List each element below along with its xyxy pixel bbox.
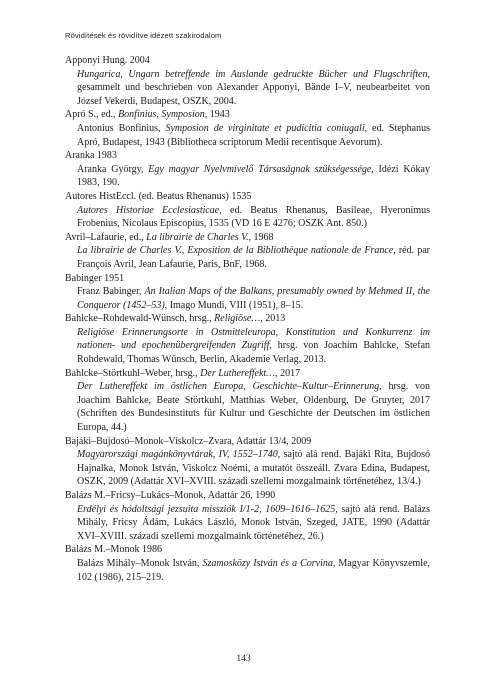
reference-text: Autores HistEccl. (ed. Beatus Rhenanus) 1535	[65, 190, 252, 202]
entry-reference	[65, 380, 430, 434]
bibliography-entry	[65, 543, 430, 584]
italic-title-text: Symposion de virginitate et pudicitia coniugali,	[165, 122, 368, 134]
italic-title-text: Erdélyi és hódoltsági jezsuita missziók I/1-2, 1609–1616–1625,	[77, 503, 338, 515]
entry-heading	[65, 367, 430, 381]
italic-title-text: Der Luthereffekt…,	[200, 367, 278, 379]
bibliography-entry	[65, 108, 430, 149]
bibliography-entry	[65, 435, 430, 489]
entry-heading	[65, 312, 430, 326]
page-number: 143	[236, 654, 251, 664]
italic-title-text: Bonfinius, Symposion,	[118, 109, 208, 121]
reference-text: 2013	[262, 313, 286, 325]
entry-reference	[65, 163, 430, 190]
entry-reference	[65, 448, 430, 489]
reference-text: sajtó alá rend. Balázs Mihály, Fricsy Ádám, Lukács László, Monok István, Szeged, JATE, 1990 (Adattár XVI–XVIII. századi szellemi mozgalmaink történetéhez, 26.)	[77, 503, 430, 542]
reference-text: Aranka György,	[77, 163, 149, 175]
entry-reference	[65, 326, 430, 367]
reference-text: hrsg. von Joachim Bahlcke, Stefan Rohdewald, Thomas Wünsch, Berlin, Akademie Verlag, 2013.	[77, 340, 431, 366]
entry-heading	[65, 272, 430, 286]
entry-heading	[65, 435, 430, 449]
reference-text: réd. par François Avril, Jean Lafaurie, Paris, BnF, 1968.	[77, 245, 430, 270]
italic-title-text: Autores Historiae Ecclesiasticae,	[77, 204, 222, 216]
reference-text: Bahlcke–Rohdewald-Wünsch, hrsg.,	[65, 313, 215, 325]
italic-title-text: Szamosközy István és a Corvina,	[202, 557, 336, 569]
italic-title-text: Egy magyar Nyelvmívelő Társaságnak szükségessége,	[148, 163, 374, 175]
entry-heading	[65, 543, 430, 557]
bibliography-entry	[65, 231, 430, 272]
reference-text: 2017	[277, 367, 301, 379]
entry-heading	[65, 149, 430, 163]
reference-text: Antonius Bonfinius,	[77, 122, 166, 134]
italic-title-text: An Italian Maps of the Balkans, presumably owned by Mehmed II, the Conqueror (1452–53),	[77, 286, 430, 311]
reference-text: ed. Stephanus Apró, Budapest, 1943 (Bibliotheca scriptorum Medii recentisque Aevorum).	[77, 122, 430, 148]
entry-heading	[65, 108, 430, 122]
italic-title-text: La librairie de Charles V.,	[146, 231, 251, 243]
reference-text: Aranka 1983	[65, 150, 117, 162]
italic-title-text: Magyarországi magánkönyvtárak, IV, 1552–1740,	[77, 449, 281, 461]
bibliography-entry	[65, 489, 430, 543]
reference-text: Babinger 1951	[65, 272, 125, 284]
entry-reference	[65, 503, 430, 544]
reference-text: hrsg. von Joachim Bahlcke, Beate Störtkuhl, Matthias Weber, Oldenburg, De Gruyter, 2017 (Schriften des Bundesinstituts für Kultur und Geschichte der Deutschen im östlichen Europa, 44.)	[77, 381, 430, 434]
bibliography-entry	[65, 312, 430, 366]
entry-heading	[65, 231, 430, 245]
bibliography-entry	[65, 272, 430, 313]
bibliography-entry	[65, 54, 430, 108]
running-header: Rövidítések és rövidítve idézett szakirodalom	[65, 31, 222, 40]
reference-text: Magyar Könyvszemle, 102 (1986), 215–219.	[77, 557, 431, 583]
reference-text: Apponyi Hung. 2004	[65, 55, 150, 66]
reference-text: Idézi Kókay 1983, 190.	[77, 163, 430, 189]
reference-text: Apró S., ed.,	[65, 109, 119, 121]
reference-text: gesammelt und beschrieben von Alexander Apponyi, Bände I–V, neubearbeitet von József Vekerdi, Budapest, OSZK, 2004.	[77, 82, 430, 107]
reference-text: Franz Babinger,	[77, 286, 145, 298]
bibliography-entry	[65, 149, 430, 190]
reference-text: sajtó alá rend. Bajáki Rita, Bujdosó Hajnalka, Monok István, Viskolcz Noémi, a mutatót összeáll. Zvara Edina, Budapest, OSZK, 2009 (Adattár XVI–XVIII. századi szellemi mozgalmaink történetéhez, 13/4.)	[77, 449, 430, 488]
reference-text: Balázs M.–Monok 1986	[65, 544, 162, 556]
reference-text: Bahlcke–Störtkuhl–Weber, hrsg.,	[65, 367, 201, 379]
reference-text: Avril–Lafaurie, ed.,	[65, 231, 147, 243]
italic-title-text: Der Luthereffekt im östlichen Europa, Geschichte–Kultur–Erinnerung,	[77, 381, 382, 393]
reference-text: ed. Beatus Rhenanus, Basileae, Hyeronimus Frobenius, Nicolaus Episcopius, 1535 (VD 16 E 4276; OSZK Ant. 850.)	[77, 204, 430, 230]
entry-reference	[65, 285, 430, 312]
reference-text: Balázs Mihály–Monok István,	[77, 557, 203, 569]
entry-reference	[65, 557, 430, 584]
bibliography-list	[65, 54, 430, 584]
entry-reference	[65, 122, 430, 149]
reference-text: 1968	[251, 231, 274, 243]
italic-title-text: Religiöse…,	[214, 313, 263, 325]
entry-heading	[65, 489, 430, 503]
italic-title-text: Hungarica, Ungarn betreffende im Auslande gedruckte Bücher und Flugschriften,	[77, 68, 430, 80]
entry-heading	[65, 54, 430, 68]
bibliography-entry	[65, 190, 430, 231]
reference-text: Balázs M.–Fricsy–Lukács–Monok, Adattár 26, 1990	[65, 490, 276, 501]
italic-title-text: La librairie de Charles V., Exposition de la Bibliothèque nationale de France,	[77, 245, 396, 257]
entry-heading	[65, 190, 430, 204]
entry-reference	[65, 244, 430, 271]
reference-text: Imago Mundi, VIII (1951), 8–15.	[167, 299, 304, 311]
entry-reference	[65, 204, 430, 231]
reference-text: Bajáki–Bujdosó–Monok–Viskolcz–Zvara, Adattár 13/4, 2009	[65, 435, 312, 447]
italic-title-text: Religiöse Erinnerungsorte in Ostmitteleuropa, Konstitution und Konkurrenz im nationen- und epochenübergreifenden Zugriff,	[77, 326, 430, 352]
entry-reference	[65, 68, 430, 109]
reference-text: 1943	[207, 109, 230, 121]
bibliography-entry	[65, 367, 430, 435]
